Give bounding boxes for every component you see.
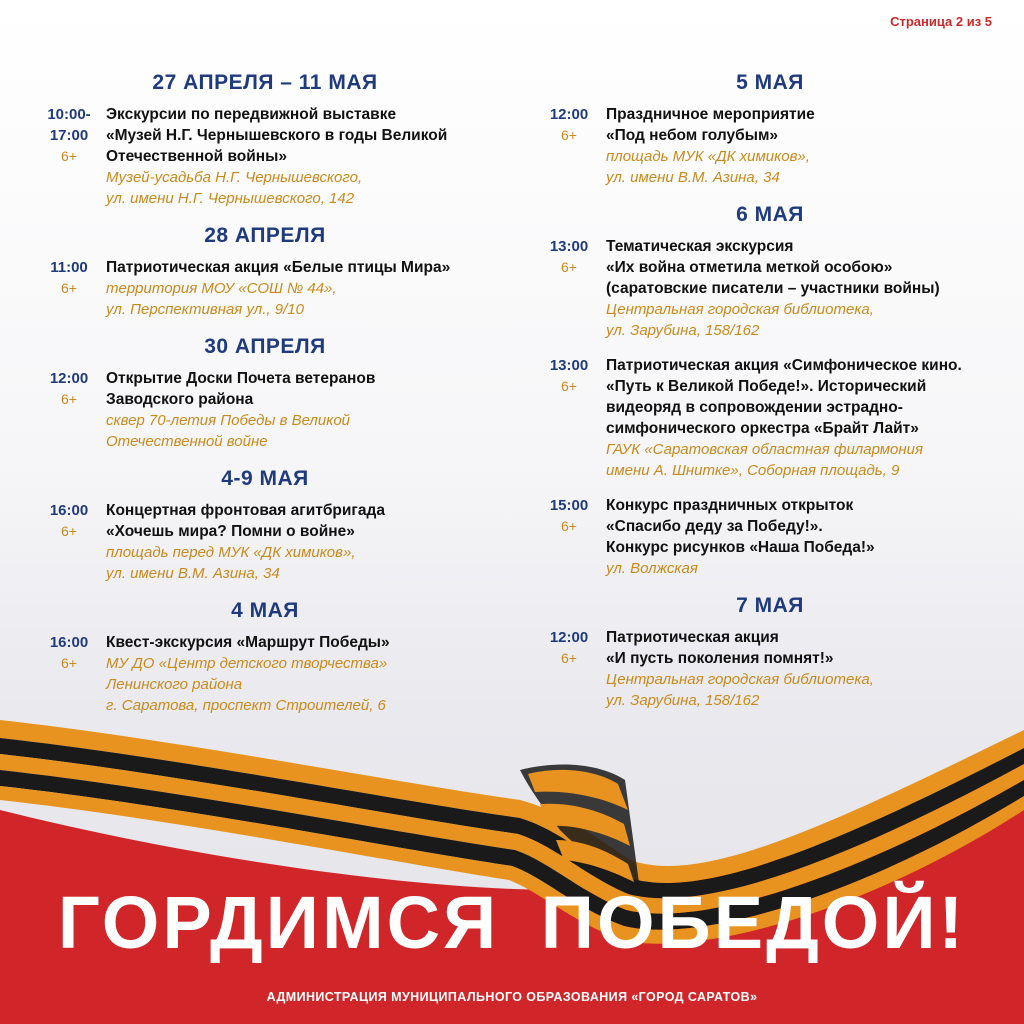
age-rating: 6+ — [561, 518, 577, 534]
event-time: 16:00 — [49, 634, 89, 651]
event-title: Открытие Доски Почета ветеранов Заводского района — [106, 370, 376, 408]
age-rating: 6+ — [61, 391, 77, 407]
event-location: Центральная городская библиотека, ул. Зарубина, 158/162 — [606, 671, 874, 709]
event-body — [98, 500, 490, 584]
event-title: Концертная фронтовая агитбригада «Хочешь мира? Помни о войне» — [106, 502, 385, 540]
event-location: площадь МУК «ДК химиков», ул. имени В.М. Азина, 34 — [606, 148, 810, 186]
event-item — [540, 355, 1000, 481]
date-heading: 4 МАЯ — [231, 599, 299, 622]
date-heading: 4-9 МАЯ — [221, 467, 309, 490]
event-item — [40, 500, 490, 584]
event-time: 10:00- 17:00 — [47, 106, 91, 144]
event-body — [598, 104, 1000, 188]
date-section — [40, 466, 490, 584]
event-title: Конкурс праздничных открыток «Спасибо деду за Победу!». Конкурс рисунков «Наша Победа!» — [606, 497, 875, 556]
event-item — [540, 104, 1000, 188]
date-section — [540, 593, 1000, 711]
age-rating: 6+ — [61, 280, 77, 296]
date-section — [40, 70, 490, 209]
date-section — [540, 70, 1000, 188]
event-title: Экскурсии по передвижной выставке «Музей Н.Г. Чернышевского в годы Великой Отечественной войны» — [106, 106, 448, 165]
event-time-block — [40, 257, 98, 320]
event-body — [98, 104, 490, 209]
event-body — [598, 627, 1000, 711]
date-heading: 27 АПРЕЛЯ – 11 МАЯ — [152, 71, 378, 94]
date-section — [40, 334, 490, 452]
schedule-left-column — [40, 70, 490, 730]
event-body — [598, 236, 1000, 341]
date-section — [40, 223, 490, 320]
event-title: Праздничное мероприятие «Под небом голубым» — [606, 106, 815, 144]
age-rating: 6+ — [561, 650, 577, 666]
event-body — [598, 495, 1000, 579]
event-location: Музей-усадьба Н.Г. Чернышевского, ул. имени Н.Г. Чернышевского, 142 — [106, 169, 363, 207]
event-item — [40, 368, 490, 452]
age-rating: 6+ — [561, 378, 577, 394]
event-title: Патриотическая акция «И пусть поколения помнят!» — [606, 629, 834, 667]
event-time: 15:00 — [549, 497, 589, 514]
event-item — [540, 495, 1000, 579]
event-time-block — [540, 627, 598, 711]
age-rating: 6+ — [61, 655, 77, 671]
event-location: Центральная городская библиотека, ул. Зарубина, 158/162 — [606, 301, 874, 339]
event-time-block — [540, 495, 598, 579]
event-item — [540, 627, 1000, 711]
age-rating: 6+ — [561, 259, 577, 275]
date-heading: 6 МАЯ — [736, 203, 804, 226]
event-title: Патриотическая акция «Симфоническое кино. «Путь к Великой Победе!». Исторический видеоряд в сопровождении эстрадно- симфонического оркестра «Брайт Лайт» — [606, 357, 962, 437]
age-rating: 6+ — [61, 148, 77, 164]
event-time-block — [540, 355, 598, 481]
date-heading: 7 МАЯ — [736, 594, 804, 617]
event-title: Тематическая экскурсия «Их война отметила меткой особою» (саратовские писатели – участники войны) — [606, 238, 940, 297]
event-time-block — [540, 104, 598, 188]
event-item — [40, 257, 490, 320]
event-item — [40, 104, 490, 209]
event-body — [598, 355, 1000, 481]
event-item — [540, 236, 1000, 341]
event-body — [98, 368, 490, 452]
date-section — [40, 598, 490, 716]
date-heading: 28 АПРЕЛЯ — [204, 224, 326, 247]
event-location: сквер 70-летия Победы в Великой Отечественной войне — [106, 412, 350, 450]
schedule-right-column — [540, 70, 1000, 725]
event-location: МУ ДО «Центр детского творчества» Ленинского района г. Саратова, проспект Строителей, 6 — [106, 655, 388, 714]
event-time: 12:00 — [49, 370, 89, 387]
event-time: 12:00 — [549, 106, 589, 123]
footer-slogan: ГОРДИМСЯ ПОБЕДОЙ! — [57, 881, 967, 964]
footer-administration: АДМИНИСТРАЦИЯ МУНИЦИПАЛЬНОГО ОБРАЗОВАНИЯ «ГОРОД САРАТОВ» — [266, 990, 758, 1004]
event-time-block — [40, 500, 98, 584]
event-time: 13:00 — [549, 238, 589, 255]
event-location: территория МОУ «СОШ № 44», ул. Перспективная ул., 9/10 — [106, 280, 337, 318]
event-title: Квест-экскурсия «Маршрут Победы» — [106, 634, 390, 651]
date-heading: 5 МАЯ — [736, 71, 804, 94]
date-section — [540, 202, 1000, 579]
event-body — [98, 257, 490, 320]
age-rating: 6+ — [561, 127, 577, 143]
event-time-block — [40, 104, 98, 209]
st-george-ribbon-banner — [0, 700, 1024, 1024]
event-time: 12:00 — [549, 629, 589, 646]
event-location: ГАУК «Саратовская областная филармония имени А. Шнитке», Соборная площадь, 9 — [606, 441, 924, 479]
event-location: ул. Волжская — [606, 560, 698, 577]
event-location: площадь перед МУК «ДК химиков», ул. имени В.М. Азина, 34 — [106, 544, 356, 582]
event-time-block — [40, 368, 98, 452]
event-time-block — [540, 236, 598, 341]
event-title: Патриотическая акция «Белые птицы Мира» — [106, 259, 451, 276]
date-heading: 30 АПРЕЛЯ — [204, 335, 326, 358]
event-time: 11:00 — [50, 259, 88, 276]
page-indicator: Страница 2 из 5 — [890, 14, 992, 29]
age-rating: 6+ — [61, 523, 77, 539]
event-time: 16:00 — [49, 502, 89, 519]
event-time: 13:00 — [549, 357, 589, 374]
